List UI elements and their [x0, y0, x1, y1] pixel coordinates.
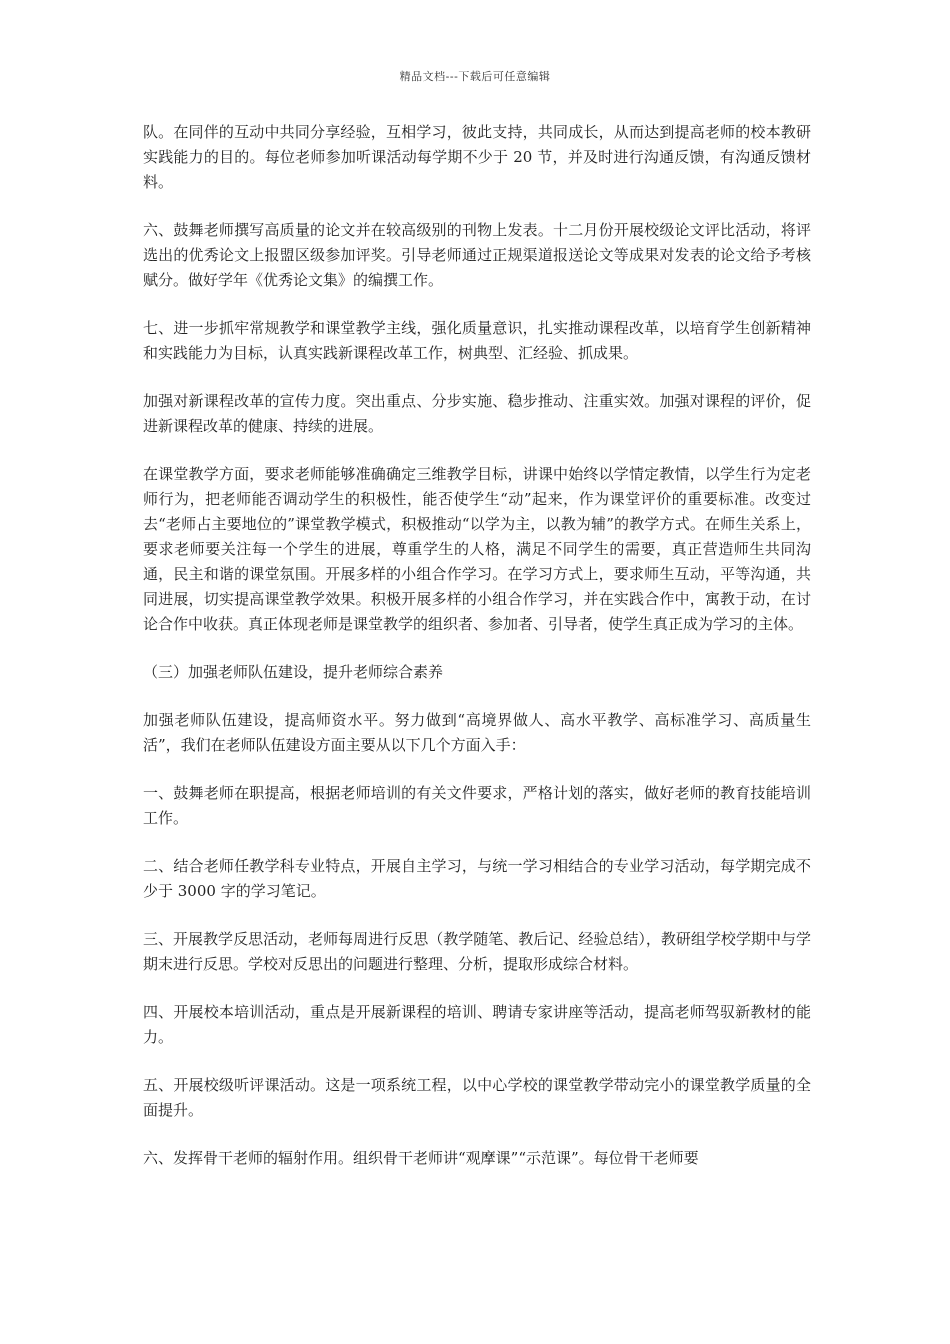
paragraph-3: 七、进一步抓牢常规教学和课堂教学主线，强化质量意识，扎实推动课程改革，以培育学生创新精神和实践能力为目标，认真实践新课程改革工作，树典型、汇经验、抓成果。	[143, 319, 811, 362]
paragraph-13: 六、发挥骨干老师的辐射作用。组织骨干老师讲“观摩课”“示范课”。每位骨干老师要	[143, 1149, 699, 1167]
paragraph-8: 一、鼓舞老师在职提高，根据老师培训的有关文件要求，严格计划的落实，做好老师的教育技能培训工作。	[143, 784, 811, 827]
paragraph-11: 四、开展校本培训活动，重点是开展新课程的培训、聘请专家讲座等活动，提高老师驾驭新教材的能力。	[143, 1003, 811, 1046]
paragraph-12: 五、开展校级听评课活动。这是一项系统工程，以中心学校的课堂教学带动完小的课堂教学质量的全面提升。	[143, 1076, 811, 1119]
section-heading: （三）加强老师队伍建设，提升老师综合素养	[143, 663, 444, 681]
paragraph-7: 加强老师队伍建设，提高师资水平。努力做到“高境界做人、高水平教学、高标准学习、高质量生活”，我们在老师队伍建设方面主要从以下几个方面入手：	[143, 711, 811, 754]
document-body	[143, 120, 811, 1194]
paragraph-2: 六、鼓舞老师撰写高质量的论文并在较高级别的刊物上发表。十二月份开展校级论文评比活动，将评选出的优秀论文上报盟区级参加评奖。引导老师通过正规渠道报送论文等成果对发表的论文给予考核赋分。做好学年《优秀论文集》的编撰工作。	[143, 221, 811, 289]
paragraph-10: 三、开展教学反思活动，老师每周进行反思（教学随笔、教后记、经验总结），教研组学校学期中与学期末进行反思。学校对反思出的问题进行整理、分析，提取形成综合材料。	[143, 930, 811, 973]
paragraph-4: 加强对新课程改革的宣传力度。突出重点、分步实施、稳步推动、注重实效。加强对课程的评价，促进新课程改革的健康、持续的进展。	[143, 392, 811, 435]
paragraph-9: 二、结合老师任教学科专业特点，开展自主学习，与统一学习相结合的专业学习活动，每学期完成不少于 3000 字的学习笔记。	[143, 857, 811, 900]
paragraph-1: 队。在同伴的互动中共同分享经验，互相学习，彼此支持，共同成长，从而达到提高老师的校本教研实践能力的目的。每位老师参加听课活动每学期不少于 20 节，并及时进行沟通反馈，有沟通反馈材料。	[143, 123, 811, 191]
page-header: 精品文档---下载后可任意编辑	[399, 70, 551, 83]
paragraph-5: 在课堂教学方面，要求老师能够准确确定三维教学目标，讲课中始终以学情定教情，以学生行为定老师行为，把老师能否调动学生的积极性，能否使学生“动”起来，作为课堂评价的重要标准。改变过去“老师占主要地位的”课堂教学模式，积极推动“以学为主，以教为辅”的教学方式。在师生关系上，要求老师要关注每一个学生的进展，尊重学生的人格，满足不同学生的需要，真正营造师生共同沟通，民主和谐的课堂氛围。开展多样的小组合作学习。在学习方式上，要求师生互动，平等沟通，共同进展，切实提高课堂教学效果。积极开展多样的小组合作学习，并在实践合作中，寓教于动，在讨论合作中收获。真正体现老师是课堂教学的组织者、参加者、引导者，使学生真正成为学习的主体。	[143, 465, 811, 633]
